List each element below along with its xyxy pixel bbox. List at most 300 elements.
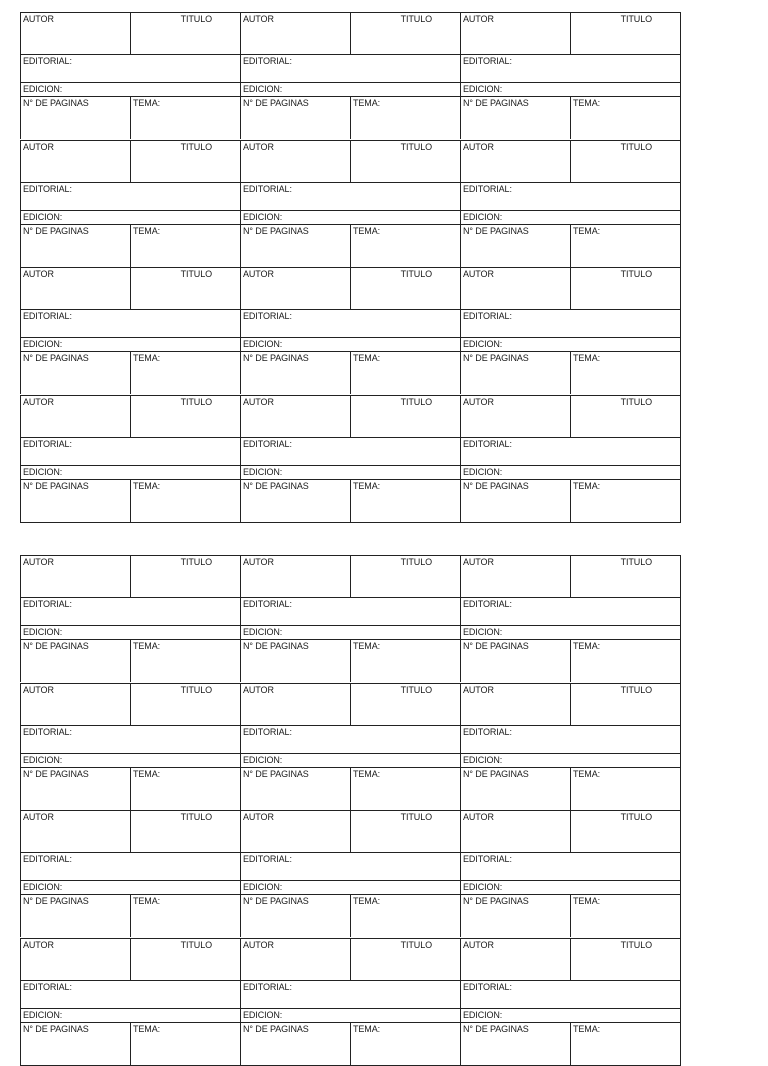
tema-field[interactable] (130, 1022, 240, 1065)
tema-label: TEMA: (573, 98, 601, 108)
tema-label: TEMA: (353, 225, 381, 236)
edicion-field[interactable] (20, 210, 240, 224)
titulo-label: TITULO (400, 557, 432, 567)
library-card (20, 555, 240, 683)
autor-field[interactable] (240, 267, 350, 309)
tema-field[interactable] (570, 224, 680, 267)
edicion-label: EDICION: (243, 466, 283, 477)
library-card (240, 683, 460, 811)
paginas-label: N° DE PAGINAS (23, 896, 89, 906)
tema-label: TEMA: (133, 768, 161, 779)
autor-label: AUTOR (463, 684, 494, 695)
paginas-field[interactable] (20, 351, 130, 394)
editorial-label: EDITORIAL: (23, 981, 72, 992)
paginas-field[interactable] (240, 639, 350, 682)
titulo-field[interactable] (350, 555, 460, 597)
editorial-field[interactable] (460, 437, 680, 465)
paginas-field[interactable] (20, 96, 130, 139)
tema-field[interactable] (350, 224, 460, 267)
paginas-label: N° DE PAGINAS (23, 1023, 89, 1034)
titulo-label: TITULO (400, 684, 432, 695)
edicion-field[interactable] (460, 82, 680, 96)
titulo-field[interactable] (570, 267, 680, 309)
editorial-field[interactable] (460, 980, 680, 1008)
tema-label: TEMA: (573, 1023, 601, 1034)
editorial-label: EDITORIAL: (243, 981, 292, 992)
library-card (460, 683, 680, 811)
tema-label: TEMA: (133, 1023, 161, 1034)
paginas-field[interactable] (240, 351, 350, 394)
paginas-field[interactable] (460, 894, 570, 937)
titulo-label: TITULO (180, 557, 212, 567)
edicion-label: EDICION: (463, 882, 503, 892)
autor-label: AUTOR (243, 557, 274, 567)
paginas-label: N° DE PAGINAS (463, 480, 529, 491)
edicion-field[interactable] (460, 625, 680, 639)
library-card (20, 938, 240, 1066)
autor-field[interactable] (240, 810, 350, 852)
edicion-label: EDICION: (463, 84, 503, 94)
autor-field[interactable] (20, 938, 130, 980)
paginas-field[interactable] (20, 224, 130, 267)
autor-field[interactable] (20, 395, 130, 437)
autor-field[interactable] (240, 12, 350, 54)
editorial-label: EDITORIAL: (23, 854, 72, 864)
titulo-label: TITULO (620, 812, 652, 822)
autor-label: AUTOR (23, 396, 54, 407)
editorial-label: EDITORIAL: (463, 599, 512, 609)
autor-field[interactable] (240, 555, 350, 597)
edicion-field[interactable] (20, 465, 240, 479)
editorial-label: EDITORIAL: (243, 438, 292, 449)
paginas-field[interactable] (240, 1022, 350, 1065)
paginas-field[interactable] (20, 894, 130, 937)
autor-label: AUTOR (23, 269, 54, 279)
autor-field[interactable] (20, 555, 130, 597)
editorial-field[interactable] (240, 980, 460, 1008)
autor-field[interactable] (460, 555, 570, 597)
autor-label: AUTOR (463, 269, 494, 279)
paginas-label: N° DE PAGINAS (243, 641, 309, 651)
editorial-field[interactable] (20, 597, 240, 625)
edicion-field[interactable] (240, 880, 460, 894)
titulo-field[interactable] (130, 12, 240, 54)
tema-label: TEMA: (573, 641, 601, 651)
titulo-label: TITULO (620, 14, 652, 24)
titulo-label: TITULO (180, 684, 212, 695)
editorial-field[interactable] (240, 182, 460, 210)
library-card (20, 267, 240, 395)
library-card (240, 810, 460, 938)
autor-field[interactable] (20, 12, 130, 54)
library-card (460, 555, 680, 683)
editorial-field[interactable] (240, 309, 460, 337)
autor-label: AUTOR (243, 684, 274, 695)
titulo-label: TITULO (400, 939, 432, 950)
edicion-field[interactable] (240, 210, 460, 224)
autor-label: AUTOR (463, 939, 494, 950)
paginas-field[interactable] (20, 767, 130, 810)
edicion-field[interactable] (240, 753, 460, 767)
editorial-label: EDITORIAL: (463, 854, 512, 864)
titulo-field[interactable] (130, 683, 240, 725)
paginas-label: N° DE PAGINAS (243, 98, 309, 108)
edicion-field[interactable] (460, 465, 680, 479)
edicion-label: EDICION: (23, 1009, 63, 1020)
edicion-field[interactable] (240, 1008, 460, 1022)
titulo-field[interactable] (570, 12, 680, 54)
tema-field[interactable] (130, 351, 240, 394)
tema-field[interactable] (350, 894, 460, 937)
titulo-field[interactable] (130, 938, 240, 980)
library-card (460, 395, 680, 523)
titulo-field[interactable] (350, 683, 460, 725)
paginas-label: N° DE PAGINAS (23, 641, 89, 651)
edicion-field[interactable] (240, 82, 460, 96)
paginas-field[interactable] (460, 479, 570, 522)
tema-field[interactable] (570, 639, 680, 682)
editorial-label: EDITORIAL: (463, 183, 512, 194)
tema-label: TEMA: (133, 896, 161, 906)
titulo-label: TITULO (400, 396, 432, 407)
autor-field[interactable] (240, 140, 350, 182)
edicion-label: EDICION: (23, 882, 63, 892)
autor-label: AUTOR (463, 396, 494, 407)
library-card (460, 12, 680, 140)
paginas-field[interactable] (460, 96, 570, 139)
edicion-label: EDICION: (23, 211, 63, 222)
edicion-field[interactable] (460, 880, 680, 894)
titulo-label: TITULO (400, 269, 432, 279)
autor-label: AUTOR (463, 557, 494, 567)
paginas-label: N° DE PAGINAS (23, 225, 89, 236)
titulo-field[interactable] (350, 267, 460, 309)
library-card (240, 555, 460, 683)
edicion-field[interactable] (460, 753, 680, 767)
tema-label: TEMA: (573, 480, 601, 491)
editorial-label: EDITORIAL: (243, 599, 292, 609)
tema-field[interactable] (570, 894, 680, 937)
tema-label: TEMA: (133, 480, 161, 491)
autor-label: AUTOR (23, 684, 54, 695)
library-card (20, 810, 240, 938)
autor-field[interactable] (460, 683, 570, 725)
titulo-field[interactable] (570, 395, 680, 437)
tema-field[interactable] (130, 479, 240, 522)
tema-label: TEMA: (133, 98, 161, 108)
autor-field[interactable] (20, 140, 130, 182)
autor-label: AUTOR (243, 141, 274, 152)
tema-label: TEMA: (353, 896, 381, 906)
titulo-field[interactable] (130, 555, 240, 597)
edicion-label: EDICION: (243, 211, 283, 222)
titulo-label: TITULO (400, 14, 432, 24)
edicion-label: EDICION: (243, 882, 283, 892)
editorial-field[interactable] (240, 437, 460, 465)
tema-label: TEMA: (133, 641, 161, 651)
autor-label: AUTOR (463, 14, 494, 24)
titulo-label: TITULO (180, 141, 212, 152)
editorial-label: EDITORIAL: (463, 311, 512, 321)
tema-field[interactable] (350, 351, 460, 394)
titulo-label: TITULO (620, 939, 652, 950)
titulo-field[interactable] (130, 810, 240, 852)
paginas-field[interactable] (460, 767, 570, 810)
titulo-field[interactable] (130, 140, 240, 182)
edicion-field[interactable] (460, 337, 680, 351)
editorial-field[interactable] (240, 852, 460, 880)
titulo-label: TITULO (180, 269, 212, 279)
edicion-label: EDICION: (23, 466, 63, 477)
paginas-label: N° DE PAGINAS (463, 225, 529, 236)
tema-field[interactable] (130, 96, 240, 139)
edicion-label: EDICION: (243, 84, 283, 94)
editorial-field[interactable] (20, 437, 240, 465)
library-card (460, 267, 680, 395)
editorial-field[interactable] (240, 54, 460, 82)
library-card (20, 140, 240, 268)
card-block (20, 12, 680, 522)
editorial-label: EDITORIAL: (23, 599, 72, 609)
editorial-field[interactable] (20, 309, 240, 337)
paginas-field[interactable] (460, 1022, 570, 1065)
editorial-field[interactable] (460, 54, 680, 82)
titulo-label: TITULO (400, 812, 432, 822)
autor-label: AUTOR (243, 14, 274, 24)
editorial-field[interactable] (460, 182, 680, 210)
editorial-field[interactable] (460, 597, 680, 625)
tema-field[interactable] (350, 767, 460, 810)
editorial-field[interactable] (460, 309, 680, 337)
tema-label: TEMA: (573, 353, 601, 363)
tema-field[interactable] (570, 351, 680, 394)
titulo-field[interactable] (570, 810, 680, 852)
autor-field[interactable] (460, 12, 570, 54)
titulo-field[interactable] (350, 938, 460, 980)
library-card (460, 140, 680, 268)
titulo-label: TITULO (620, 396, 652, 407)
paginas-label: N° DE PAGINAS (23, 768, 89, 779)
edicion-field[interactable] (20, 337, 240, 351)
paginas-field[interactable] (20, 639, 130, 682)
autor-field[interactable] (240, 938, 350, 980)
editorial-label: EDITORIAL: (243, 56, 292, 66)
autor-label: AUTOR (23, 812, 54, 822)
autor-field[interactable] (20, 267, 130, 309)
library-card (20, 12, 240, 140)
autor-field[interactable] (460, 938, 570, 980)
paginas-label: N° DE PAGINAS (463, 353, 529, 363)
paginas-label: N° DE PAGINAS (463, 641, 529, 651)
titulo-field[interactable] (570, 683, 680, 725)
edicion-field[interactable] (20, 625, 240, 639)
editorial-field[interactable] (20, 182, 240, 210)
paginas-field[interactable] (460, 639, 570, 682)
paginas-field[interactable] (240, 224, 350, 267)
paginas-field[interactable] (240, 894, 350, 937)
titulo-label: TITULO (620, 141, 652, 152)
titulo-label: TITULO (620, 684, 652, 695)
paginas-field[interactable] (240, 96, 350, 139)
autor-field[interactable] (460, 140, 570, 182)
paginas-label: N° DE PAGINAS (243, 353, 309, 363)
edicion-label: EDICION: (243, 627, 283, 637)
autor-field[interactable] (460, 395, 570, 437)
edicion-label: EDICION: (463, 754, 503, 765)
paginas-field[interactable] (240, 479, 350, 522)
tema-field[interactable] (350, 96, 460, 139)
autor-label: AUTOR (23, 14, 54, 24)
library-card (240, 267, 460, 395)
library-card (460, 810, 680, 938)
paginas-label: N° DE PAGINAS (243, 896, 309, 906)
tema-label: TEMA: (353, 768, 381, 779)
library-card (240, 140, 460, 268)
autor-label: AUTOR (23, 939, 54, 950)
paginas-label: N° DE PAGINAS (243, 768, 309, 779)
autor-field[interactable] (240, 683, 350, 725)
paginas-label: N° DE PAGINAS (243, 480, 309, 491)
editorial-label: EDITORIAL: (23, 726, 72, 737)
titulo-label: TITULO (180, 812, 212, 822)
titulo-field[interactable] (350, 810, 460, 852)
autor-label: AUTOR (243, 269, 274, 279)
edicion-field[interactable] (20, 82, 240, 96)
editorial-label: EDITORIAL: (463, 981, 512, 992)
paginas-label: N° DE PAGINAS (463, 98, 529, 108)
edicion-label: EDICION: (463, 627, 503, 637)
tema-field[interactable] (570, 96, 680, 139)
paginas-label: N° DE PAGINAS (23, 353, 89, 363)
edicion-label: EDICION: (243, 754, 283, 765)
autor-label: AUTOR (243, 812, 274, 822)
edicion-field[interactable] (20, 1008, 240, 1022)
titulo-label: TITULO (180, 939, 212, 950)
edicion-label: EDICION: (23, 627, 63, 637)
editorial-field[interactable] (20, 852, 240, 880)
edicion-field[interactable] (240, 625, 460, 639)
editorial-field[interactable] (20, 54, 240, 82)
editorial-field[interactable] (460, 725, 680, 753)
paginas-field[interactable] (460, 224, 570, 267)
paginas-field[interactable] (20, 1022, 130, 1065)
paginas-label: N° DE PAGINAS (243, 1023, 309, 1034)
editorial-field[interactable] (240, 597, 460, 625)
tema-label: TEMA: (133, 225, 161, 236)
editorial-label: EDITORIAL: (243, 183, 292, 194)
tema-label: TEMA: (573, 225, 601, 236)
library-card (460, 938, 680, 1066)
titulo-field[interactable] (570, 555, 680, 597)
titulo-label: TITULO (180, 14, 212, 24)
tema-label: TEMA: (573, 768, 601, 779)
edicion-label: EDICION: (243, 1009, 283, 1020)
autor-label: AUTOR (243, 396, 274, 407)
titulo-field[interactable] (350, 395, 460, 437)
autor-field[interactable] (460, 267, 570, 309)
tema-label: TEMA: (353, 1023, 381, 1034)
tema-field[interactable] (570, 1022, 680, 1065)
tema-field[interactable] (350, 479, 460, 522)
paginas-label: N° DE PAGINAS (463, 768, 529, 779)
titulo-field[interactable] (130, 395, 240, 437)
titulo-label: TITULO (620, 557, 652, 567)
tema-field[interactable] (130, 639, 240, 682)
edicion-label: EDICION: (463, 211, 503, 222)
library-card (20, 395, 240, 523)
editorial-label: EDITORIAL: (23, 56, 72, 66)
edicion-field[interactable] (460, 210, 680, 224)
titulo-field[interactable] (570, 140, 680, 182)
titulo-field[interactable] (570, 938, 680, 980)
titulo-label: TITULO (180, 396, 212, 407)
library-card (240, 938, 460, 1066)
paginas-field[interactable] (460, 351, 570, 394)
autor-label: AUTOR (463, 141, 494, 152)
editorial-field[interactable] (240, 725, 460, 753)
edicion-field[interactable] (240, 465, 460, 479)
paginas-label: N° DE PAGINAS (243, 225, 309, 236)
tema-field[interactable] (130, 894, 240, 937)
autor-label: AUTOR (23, 141, 54, 152)
edicion-label: EDICION: (463, 1009, 503, 1020)
autor-field[interactable] (20, 683, 130, 725)
paginas-label: N° DE PAGINAS (23, 480, 89, 491)
tema-field[interactable] (570, 767, 680, 810)
paginas-label: N° DE PAGINAS (23, 98, 89, 108)
editorial-label: EDITORIAL: (463, 726, 512, 737)
titulo-label: TITULO (400, 141, 432, 152)
autor-field[interactable] (460, 810, 570, 852)
edicion-field[interactable] (240, 337, 460, 351)
library-card (20, 683, 240, 811)
editorial-label: EDITORIAL: (23, 183, 72, 194)
autor-field[interactable] (20, 810, 130, 852)
paginas-field[interactable] (240, 767, 350, 810)
tema-label: TEMA: (573, 896, 601, 906)
autor-field[interactable] (240, 395, 350, 437)
edicion-field[interactable] (20, 753, 240, 767)
edicion-label: EDICION: (463, 466, 503, 477)
titulo-field[interactable] (350, 12, 460, 54)
tema-label: TEMA: (353, 641, 381, 651)
editorial-label: EDITORIAL: (23, 438, 72, 449)
edicion-field[interactable] (460, 1008, 680, 1022)
edicion-label: EDICION: (23, 84, 63, 94)
edicion-label: EDICION: (23, 339, 63, 349)
tema-field[interactable] (350, 1022, 460, 1065)
tema-field[interactable] (570, 479, 680, 522)
tema-label: TEMA: (133, 353, 161, 363)
tema-label: TEMA: (353, 480, 381, 491)
edicion-label: EDICION: (463, 339, 503, 349)
titulo-field[interactable] (350, 140, 460, 182)
tema-field[interactable] (130, 224, 240, 267)
card-block (20, 555, 680, 1065)
tema-field[interactable] (350, 639, 460, 682)
editorial-field[interactable] (20, 980, 240, 1008)
paginas-field[interactable] (20, 479, 130, 522)
editorial-label: EDITORIAL: (243, 311, 292, 321)
library-card (240, 12, 460, 140)
tema-field[interactable] (130, 767, 240, 810)
editorial-field[interactable] (20, 725, 240, 753)
edicion-field[interactable] (20, 880, 240, 894)
edicion-label: EDICION: (23, 754, 63, 765)
library-card (240, 395, 460, 523)
titulo-field[interactable] (130, 267, 240, 309)
editorial-field[interactable] (460, 852, 680, 880)
